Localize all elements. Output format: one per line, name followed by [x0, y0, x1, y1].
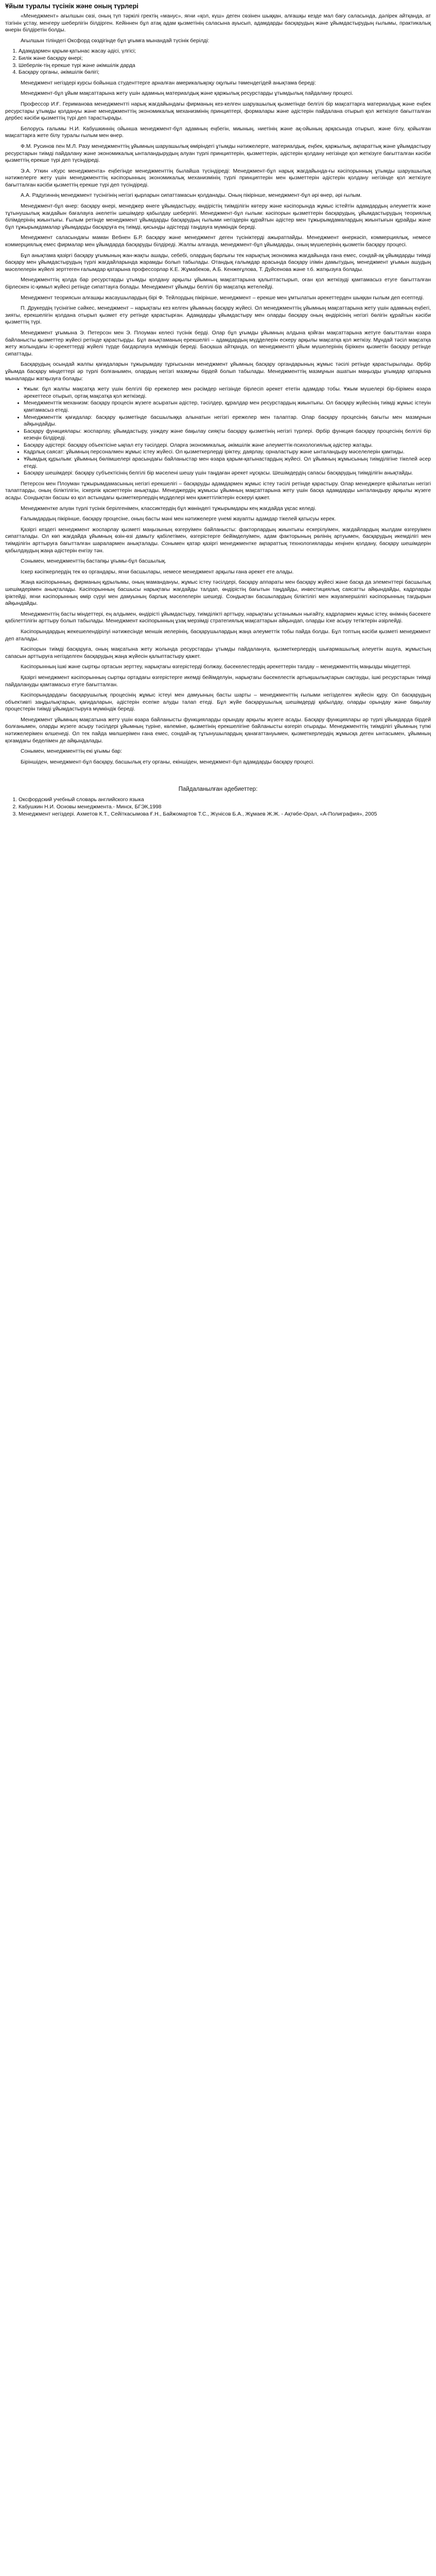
list-item: • Менеджменттік механизм: басқару процесін жүзеге асыратын әдістер, тәсілдер, құралдар мен ресурстардың жиынтығы. Ол басқару жүйесінің тиімді жұмыс істеуін қамтамасыз етеді. [24, 400, 431, 414]
document-title: Ұйым туралы түсінік және оның түрлері [5, 2, 139, 10]
list-item: • Менеджменттік қағидалар: басқару қызметінде басшылыққа алынатын негізгі ережелер мен талаптар. Олар басқару процесінің бағыты мен мазмұнын айқындайды. [24, 414, 431, 428]
paragraph: Кәсіпорындардың жекешелендірілуі нәтижесінде меншік иелерінің, басқарушылардың жаңа әлеуметтік тобы пайда болды. Бұл топтың кәсіби қызметі менеджмент деп аталады. [5, 629, 431, 642]
references-list [5, 796, 431, 818]
list-item: • Кадрлық саясат: ұйымның персоналмен жұмыс істеу жүйесі. Ол қызметкерлерді іріктеу, даярлау, орналастыру және ынталандыру мәселелерін қамтиды. [24, 449, 431, 456]
section-intro [5, 13, 431, 44]
paragraph: Ағылшын тіліндегі Оксфорд сөздігінде бұл ұғымға мынандай түсінік берілді: [21, 38, 210, 44]
reference-item: 3. Менеджмент негіздері. Ахметов К.Т., Сейіткасымова Ғ.Н., Байжомартов Т.С., Жүнісов Б.А., Жұмаев Ж.Ж. - Ақтөбе-Орал, «А-Полиграфия», 2005 [19, 811, 431, 818]
paragraph: Менеджмент негіздері курсы бойынша студенттерге арналған америкалықоқу оқулығы төмендегідей анықтама береді: [21, 80, 316, 86]
paragraph: Сонымен, менеджменттің бастапқы ұғымы-бұл басшылық. [21, 558, 166, 565]
paragraph: Э.А. Уткин «Курс менеджмента» еңбегінде менеджменттің былайша түсіндіреді: Менеджмент-бұл нарық жағдайында-ғы кәсіпорынның ұтымды шаруашылық нәтижелерге жету үшін менеджменттің кәсіпорынның экономикалық механизмінің түрлі принциптерін мен қызметтерін әдістерін қолдану негізінде қол жеткізуге бағытталған кәсіби қызметтің ерекше түрі деп түсіндіреді. [5, 168, 431, 188]
paragraph: Кәсіпорын тиімді басқаруға, оның мақсатына жету жолында ресурстарды ұтымды пайдалануға, қызметкерлердің шығармашылық әлеуетін ашуға, жұмыстың сапасын арттыруға негізделген басқарудың жаңа жүйесін қалыптастыру қажет. [5, 647, 431, 659]
list-item: • Басқару функциялары: жоспарлау, ұйымдастыру, уәждеу және бақылау сияқты басқару қызметінің негізгі түрлері. Әрбір функция басқару процесінің белгілі бір кезеңін білдіреді. [24, 428, 431, 442]
paragraph: Жаңа кәсіпорынның, фирманың құрылымы, оның мамандануы, жұмыс істеу тәсілдері, басқару аппараты мен басқару жүйесі және басқа да элементтері басшылық шешімдерімен анықталады. Кәсіпорынның басшысы нарықтағы жағдайды талдап, өндірістің бағытын таңдайды, инвестициялық саясатты айқындайды, кадрларды іріктейді, яғни кәсіпорынның өмір сүруі мен дамуының барлық мәселелерін шешеді. Сондықтан басшылардың біліктілігі мен жауапкершілігі кәсіпорынның тағдырын айқындайды. [5, 580, 431, 607]
paragraph: Бұл анықтама қазіргі басқару ұғымының жан-жақты ашады, себебі, олардың барлығы тек нарықтық экономика жағдайында ғана емес, сондай-ақ ұйымдарды тиімді басқару мен ұйымдастырудың түрлі жағдайларында жарамды болып табылады. Отандық ғалымдар арасында басқару ілімін дамытудың, менеджмент ұғымын ашудың мәселелерін жүйелі зерттеген ғалымдар қатарына профессорлар К.Е. Жұмабеков, А.Б. Кенжеғұлова, Т. Дүйсенова және т.б. жатқызуға болады. [5, 252, 431, 273]
paragraph: Қазіргі менеджмент кәсіпорынның сыртқы ортадағы өзгерістерге икемді бейімделуін, нарықтағы бәсекелестік артықшылықтарын сақтауды, ішкі ресурстарын тиімді пайдалануды қамтамасыз етуге бағытталған. [5, 674, 431, 688]
paragraph: П. Друкердің түсінігіне сәйкес, менеджмент – нарықтағы кез келген ұйымның басқару жүйесі. Ол менеджменттің ұйымның мақсаттарына жету үшін адамның еңбегі, зияты, ерекшелігін қолдана отырып қызмет ету ретінде қарастырған. Адамдарды ұйымдастыру мен оларды басқару оның өндірісінің негізгі бөлігін құрайтын кәсіби қызметтің түрі. [5, 306, 431, 326]
list-item: • Басқару шешімдері: басқару субъектісінің белгілі бір мәселені шешу үшін таңдаған әрекет нұсқасы. Шешімдердің сапасы басқарудың тиімділігін анықтайды. [24, 470, 431, 477]
paragraph: А.А. Радугиннің менеджмент түсінігінің негізгі қырларын сипаттамасын қолданады. Оның пікірінше, менеджмент-бұл әрі өнер, әрі ғылым. [21, 193, 362, 199]
paragraph: Менеджмент-бұл өнер: басқару өнері, менеджер өнеге ұйымдастыру, өндірістің тиімділігін көтеру және кәсіпорында жұмыс істейтін адамдардың әлеуметтік және тұтынушылық жағдайын бағалауға әкелетін шешімдер қабылдау шеберлігі. Менеджмент-бұл ғылым: кәсіпорын қызметтерін басқарудың, ұйымдастырудың теориялық білімдерінің жиынтығы. Ғылым ретінде менеджмент ұйымдарды басқарудың ғылыми негіздерін құрайтын әдістер мен тұжырымдамалардың жиынтығын құрайды және бұл тұжырымдамалар ұйымдарды басқаруға ең тиімді, қисынды әдістерді таңдауға мүмкіндік береді. [5, 204, 431, 230]
list-item: 1. Адамдармен қарым-қатынас жасау әдісі, үлгісі; [19, 48, 431, 55]
list-item: • Ұйымдық құрылым: ұйымның бөлімшелері арасындағы байланыстар мен өзара қарым-қатынастардың жүйесі. Ол ұйымның жұмысының тиімділігіне тікелей әсер етеді. [24, 456, 431, 470]
paragraph: Кәсіпорынның ішкі және сыртқы ортасын зерттеу, нарықтағы өзгерістерді болжау, бәсекелестердің әрекеттерін талдау – менеджменттің маңызды міндеттері. [21, 664, 411, 670]
paragraph: Менеджмент-бұл ұйым мақсаттарына жету үшін адамның материалдық және қаржылық ресурстарды ұтымдылық пайдалану процесі. [21, 91, 354, 97]
paragraph: Петерсон мен Плоуман тұжырымдамасының негізгі ерекшелігі – басқаруды адамдармен жұмыс істеу тәсілі ретінде қарастыру. Олар менеджерге қойылатын негізгі талаптарды, оның біліктілігін, іскерлік қасиеттерін анықтады. Менеджердің жұмысы ұйымның мақсаттарына жету үшін басқа адамдарды ынталандыру арқылы жүзеге асады. Сондықтан басшы өз қол астындағы қызметкерлердің мүдделері мен қажеттіліктерін ескеруі қажет. [5, 481, 431, 501]
paragraph: Менеджмент ұғымына Э. Петерсон мен Э. Плоуман келесі түсінік берді. Олар бұл ұғымды ұйымның алдына қойған мақсаттарына жетуге бағытталған өзара байланысты қызметтер жүйесі ретінде қарастырды. Бұл анықтаманың ерекшелігі – адамдардың мүдделерін ескеру арқылы мақсатқа қол жеткізу. Мұндай тәсіл мақсатқа жету жолындағы іс-әрекеттерді жүйелі түрде бағдарлауға мүмкіндік береді. Басқаша айтқанда, ол менеджментті ұйым мүшелерінің біріккен қызметін басқару ретінде сипаттады. [5, 330, 431, 357]
paragraph: Ф.М. Русинов пен М.Л. Разу менеджменттің ұйымның шаруашылық өміріндегі ұтымды нәтижелерге, материалдық, еңбек, қаржылық, ақпараттық және ұйымдастыру ресурстарын тиімді пайдалану және экономикалық ынталандырудың алуан түрлі принциптерін, қызметтерін, әдістерін қолдану негізінде қол жеткізуге бағытталған кәсіби қызметтің ерекше түрі деп түсіндіреді. [5, 143, 431, 164]
concept-list [5, 386, 431, 477]
paragraph: Біріншіден, менеджмент-бұл басқару, басшылық ету органы, екіншіден, менеджмент-бұл адамдарды басқару процесі. [21, 759, 315, 765]
paragraph: Басқарудың осындай жалпы қағидаларын тұжырымдау тұрғысынан менеджмент ұйымның басқару органдарының жұмыс тәсілі ретінде қарастырылады. Әрбір ұйымда басқару міндеттері әр түрлі болғанымен, олардың негізгі мазмұны бірдей болып табылады. Менеджменттің мазмұнын ашатын маңызды ұғымдар қатарына мыналарды жатқызуға болады: [5, 362, 431, 382]
paragraph: Ғалымдардың пікірінше, басқару процесіне, оның басты мәні мен нәтижелерге үнемі жауапты адамдар тікелей қатысуы керек. [21, 516, 336, 522]
paragraph: Сонымен, менеджменттің екі ұғымы бар: [21, 749, 122, 755]
paragraph: Профессор И.Ғ. Гериманова менеджментті нарық жағдайындағы фирманың кез-келген шаруашылық қызметінде белгілі бір мақсаттарға материалдық және еңбек ресурстары ұтымды қолдануы және менеджменттің экономикалық механизмінің принциптері, формалары және әдістерін пайдалана отырып қол жеткізуге бағытталған дербес кәсіби қызметтің түрі деп тарастырады. [5, 101, 431, 122]
list-item: 3. Шеберлік-тің ерекше түрі және әкімшілік дарда [19, 62, 431, 70]
paragraph: «Менеджмент» ағылшын сөзі, оның түп тәркілі гректің «манус», яғни «қол, күш» деген сөзінен шыққан, алғашқы кезде мал бағу саласында, дәлірек айтқанда, ат тізгінін ұстау, менгеру шеберлігін білдірген. Кейіннен бұл атақ адам қызметінің саласына ауысып, адамдарды басқарудың және ұйымдастырудың ғылымы, практикалық өнерін білдіретін болды. [5, 13, 431, 33]
references-heading: Пайдаланылған әдебиеттер: [178, 786, 258, 793]
list-item: • Ұжым: бұл жалпы мақсатқа жету үшін белгілі бір ережелер мен рәсімдер негізінде бірлесіп әрекет ететін адамдар тобы. Ұжым мүшелері бір-бірімен өзара әрекеттесе отырып, ортақ мақсатқа қол жеткізеді. [24, 386, 431, 400]
paragraph: Менеджменттің қолда бар ресурстарды ұтымды қолдану арқылы ұйымның мақсаттарына қалыптастырып, оған қол жеткізуді қамтамасыз етуге бағытталған бірлескен іс-қимыл жүйесі ретінде сипаттауға болады. Менеджмент ұйымды белгілі бір мақсатқа жетелейді. [5, 277, 431, 290]
paragraph: Менеджменттің басты міндеттері, ең алдымен, өндірісті ұйымдастыру, тиімділікті арттыру, нарықтағы ұстанымын нығайту, кадрлармен жұмыс істеу, өнімнің бәсекеге қабілеттілігін арттыру болып табылады. Менеджмент кәсіпорынның ұзақ мерзімді стратегиялық мақсаттарын айқындап, оларды іске асыру тетіктерін әзірлейді. [5, 611, 431, 624]
paragraph: Менеджментке алуан түрлі түсінік берілгенімен, классиктердің бұл жөніндегі тұжырымдары кең жағдайда ұқсас келеді. [21, 505, 317, 512]
list-item: 4. Басқару органы, әкімшілік бөлігі; [19, 69, 431, 76]
paragraph: Белорусь ғалымы Н.И. Кабушкиннің ойынша менеджмент-бұл адамның еңбегін, миының, ниетінің және ақ-ойының арқасында отырып, және білу, қойылған мақсаттарға жете білу туралы ғылым мен өнер. [5, 126, 431, 139]
list-item: 2. Билік және басқару өнері; [19, 55, 431, 62]
paragraph: Менеджмент теориясын алғашқы жасаушылардың бірі Ф. Тейлордың пікірінше, менеджмент – ерекше мен ұмтылатын әрекеттерден шыққан ғылым деп есептеді. [21, 295, 424, 301]
definition-list [5, 48, 431, 76]
document [0, 0, 436, 818]
paragraph: Қазіргі кездегі менеджмент жоспарлау қызметі маңызының өзгеруімен байланысты: факторлардың жиынтығы ескерілуімен, жағдайлардың жылдам өзгеруімен сипатталады. Ол көп жағдайда ұйымның өзін-өзі дамыту қабілетімен, өзгерістерге бейімделуімен, адам факторының рөлінің артуымен, басқарудың икемділігі мен тиімділігін арттыруға бағытталған шаралармен анықталады. Сонымен қатар қазіргі менеджментке ақпараттық технологияларды кеңінен қолдану, басқару шешімдерін қабылдаудың жаңа әдістерін енгізу тән. [5, 527, 431, 554]
section-conclusion [5, 481, 431, 766]
list-item: • Басқару әдістері: басқару объектісіне ықпал ету тәсілдері. Оларға экономикалық, әкімшілік және әлеуметтік-психологиялық әдістер жатады. [24, 442, 431, 449]
paragraph: Іскер кәсіпкерлердің тек өз органдары, яғни басшылары, немесе менеджмент арқылы ғана әрекет ете алады. [21, 569, 294, 575]
paragraph: Менеджмент саласындағы маман Вебнен Б.Р. басқару және менеджмент деген түсініктерді ажыратпайды. Менеджмент өнеркәсіп, коммерциялық, немесе коммерциялық емес фирмалар мен ұйымдарда басқаруды білдіреді. Жалпы алғанда, менеджмент-бұл ұйымдарды, оның мүшелерінің қызметін басқару процесі. [5, 235, 431, 248]
reference-item: 2. Кабушкин Н.И. Основы менеджмента.- Минск, БГЭК,1998 [19, 804, 431, 811]
paragraph: Кәсіпорындардағы басқарушылық процесінің жұмыс істеуі мен дамуының басты шарты – менеджменттің ғылыми негізделген жүйесін құру. Ол басқарудың объективті заңдылықтарын, қағидаларын, әдістерін есепке алуды талап етеді. Бұл жүйе басқарушылық шешімдерді қабылдау, оларды орындау және бақылау процестерін тиімді ұйымдастыруға мүмкіндік береді. [5, 692, 431, 713]
section-definitions [5, 80, 431, 382]
reference-item: 1. Оксфордский учебный словарь английского языка [19, 796, 431, 804]
paragraph: Менеджмент ұйымның мақсатына жету үшін өзара байланысты функцияларды орындау арқылы жүзеге асады. Басқару функциялары әр түрлі ұйымдарда бірдей болғанымен, оларды жүзеге асыру тәсілдері ұйымның түріне, көлеміне, қызметінің ерекшелігіне байланысты өзгеріп отырады. Менеджменттің тиімділігі ұйымның түпкі нәтижелерімен өлшенеді. Ол тек пайда мөлшерімен ғана емес, сондай-ақ тұтынушылардың қанағаттануымен, қызметкерлердің жұмысқа деген ынтасымен, ұйымның қоғамдағы беделімен де айқындалады. [5, 717, 431, 744]
